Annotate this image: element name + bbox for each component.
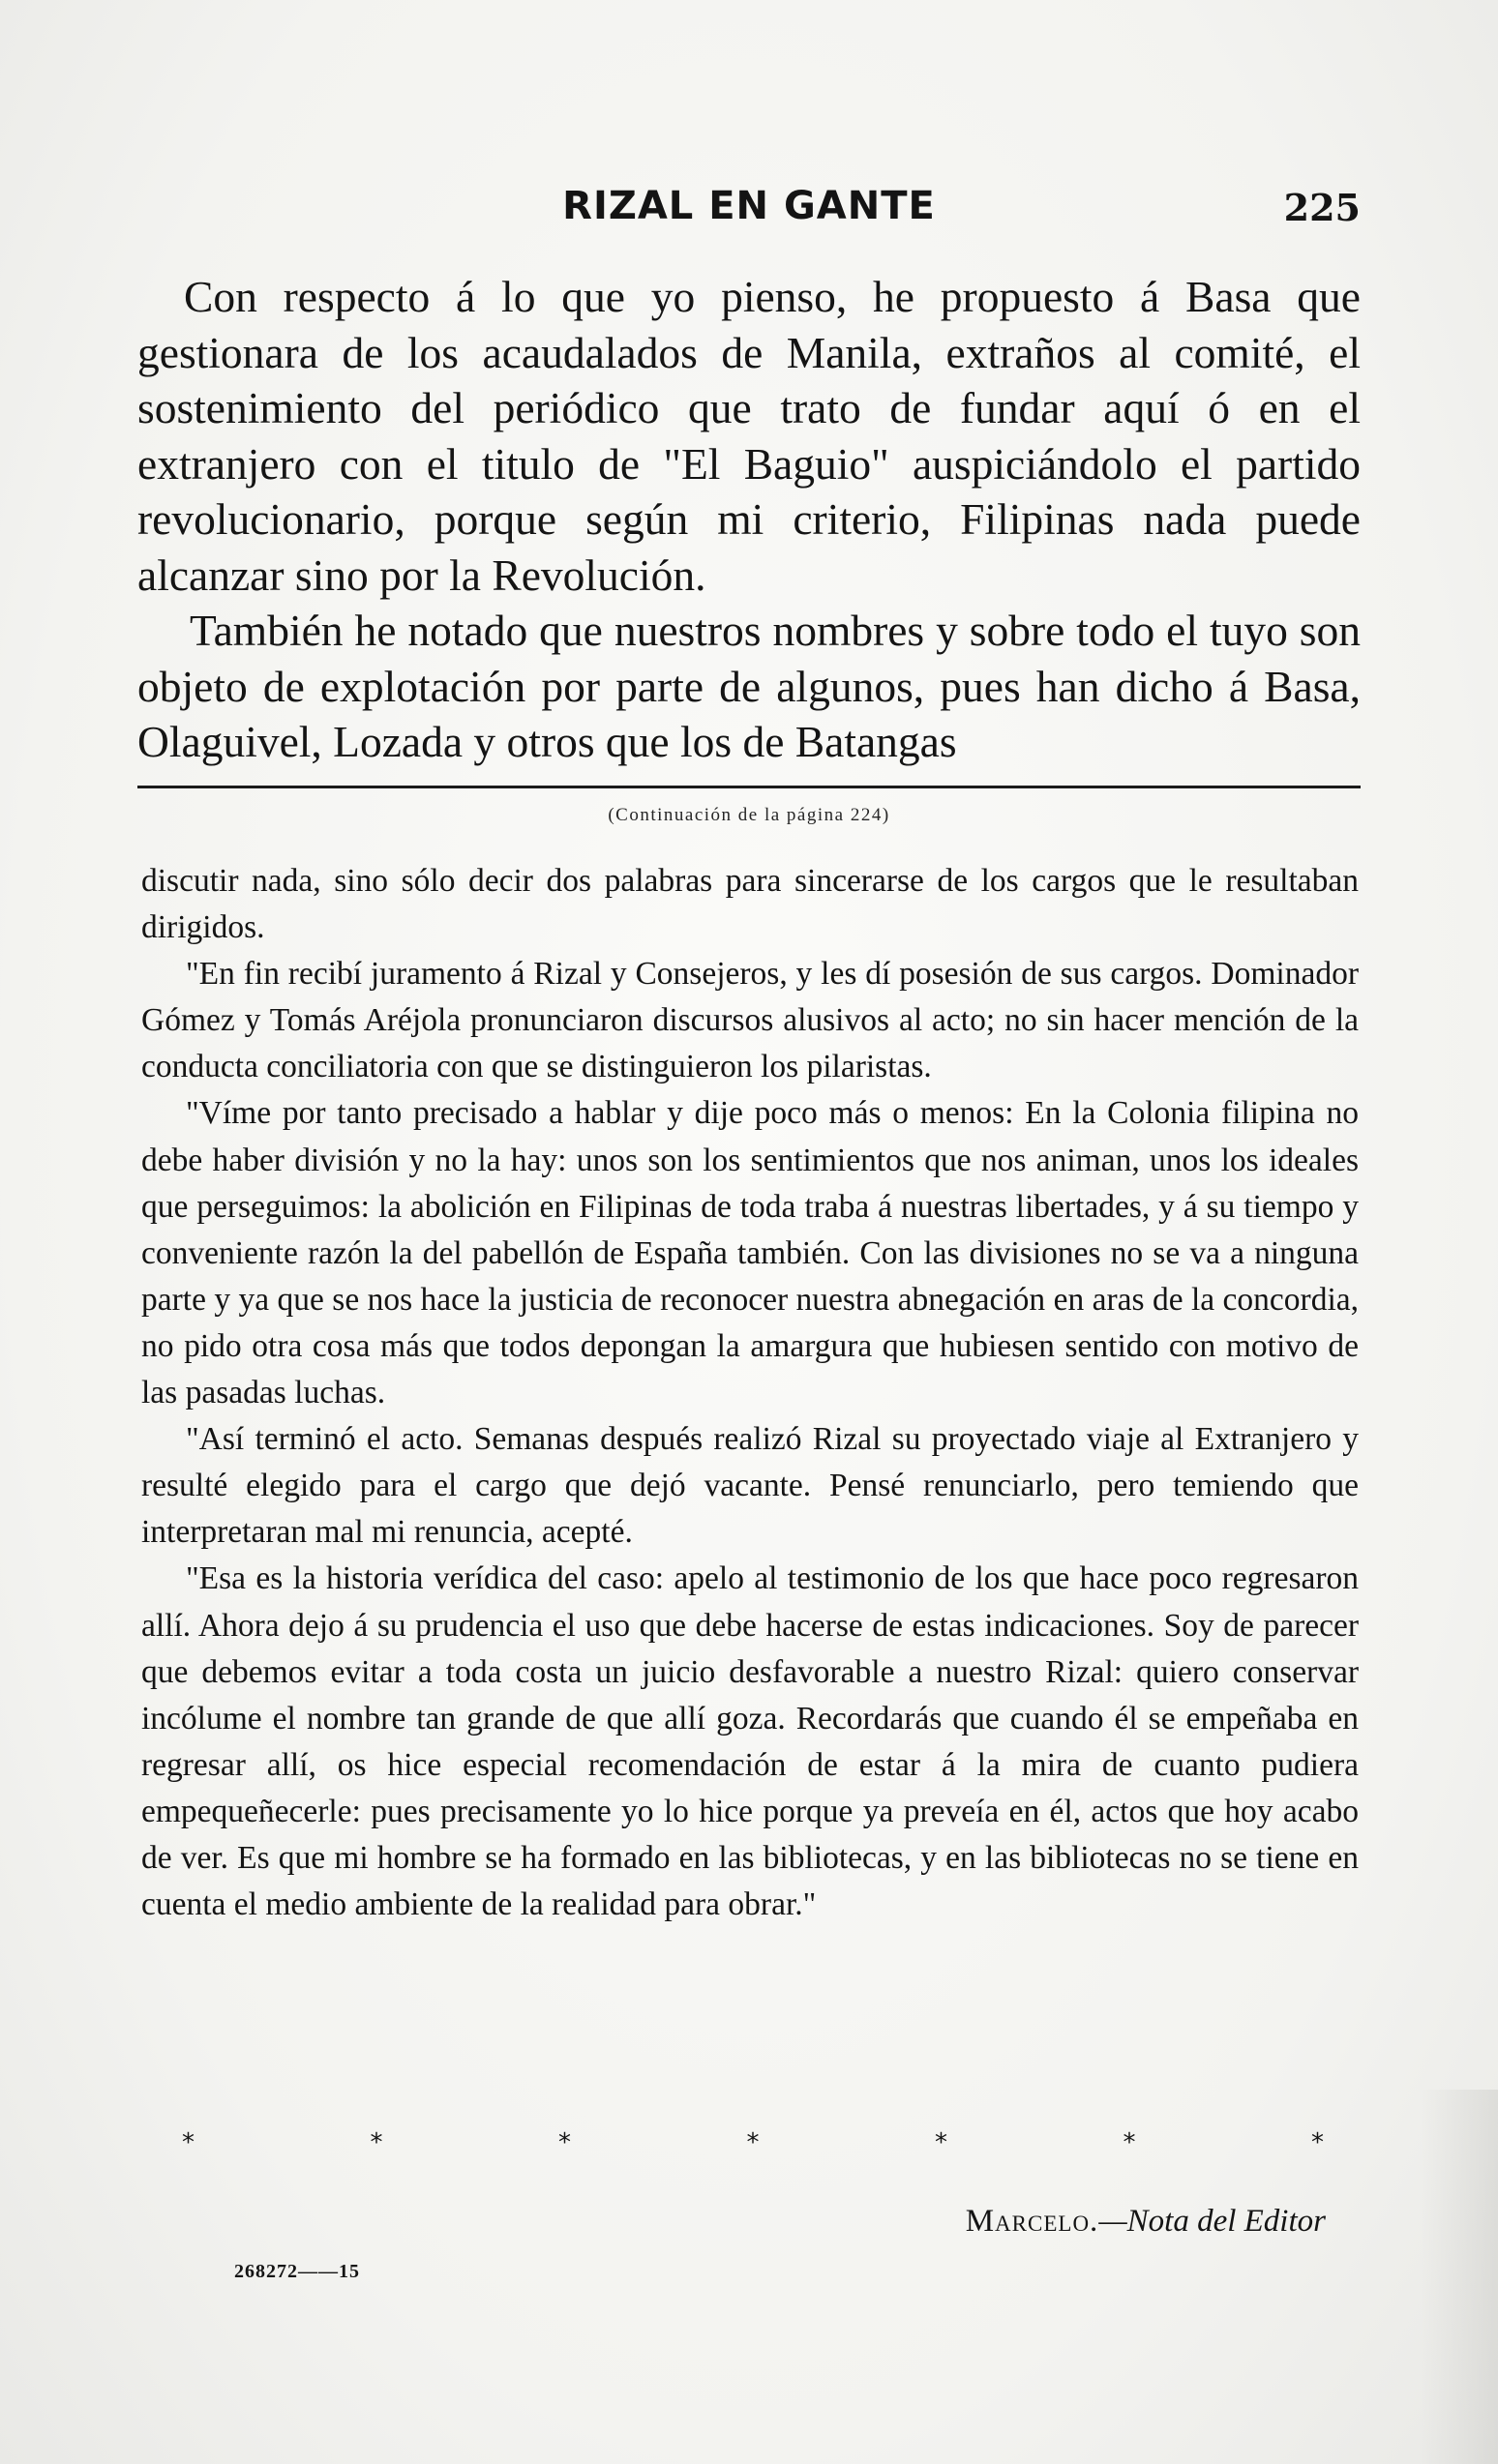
asterisk: *: [182, 2128, 195, 2157]
asterisk: *: [746, 2128, 760, 2157]
asterisk: *: [935, 2128, 947, 2157]
printer-code: 268272——15: [234, 2261, 360, 2282]
main-paragraph: También he notado que nuestros nombres y sobre todo el tuyo son objeto de explotación por parte de algunos, pues han dicho á Basa, Olaguivel, Lozada y otros que los de Batangas: [137, 606, 1361, 766]
signature-name: Marcelo.: [965, 2204, 1099, 2239]
footnote-paragraph: "En fin recibí juramento á Rizal y Consejeros, y les dí posesión de sus cargos. Dominador Gómez y Tomás Aréjola pronunciaron discursos alusivos al acto; no sin hacer mención de la conducta conciliatoria con que se distinguieron los pilaristas.: [141, 956, 1359, 1085]
asterisk: *: [1311, 2128, 1324, 2157]
asterisk: *: [370, 2128, 383, 2157]
asterisk: *: [1123, 2128, 1136, 2157]
footnote-paragraph: "Víme por tanto precisado a hablar y dije poco más o menos: En la Colonia filipina no debe haber división y no la hay: unos son los sentimientos que nos animan, unos los ideales que perseguimos: la abolición en Filipinas de toda traba á nuestras libertades, y á su tiempo y conveniente razón la del pabellón de España también. Con las divisiones no se va a ninguna parte y ya que se nos hace la justicia de reconocer nuestra abnegación en aras de la concordia, no pido otra cosa más que todos depongan la amargura que hubiesen sentido con motivo de las pasadas luchas.: [141, 1095, 1359, 1411]
footnote-paragraph: "Así terminó el acto. Semanas después realizó Rizal su proyectado viaje al Extranjero y resulté elegido para el cargo que dejó vacante. Pensé renunciarlo, pero temiendo que interpretaran mal mi renuncia, acepté.: [141, 1421, 1359, 1551]
asterisk-separator: [182, 2128, 1324, 2157]
signature: [966, 2204, 1326, 2240]
editor-note: —Nota del Editor: [1098, 2204, 1326, 2239]
footnote-text: [141, 858, 1359, 1928]
page-edge-shading: [1421, 2090, 1498, 2464]
main-text: [137, 269, 1361, 770]
asterisk: *: [558, 2128, 571, 2157]
running-head: [137, 184, 1361, 242]
footnote-paragraph: "Esa es la historia verídica del caso: apelo al testimonio de los que hace poco regresaron allí. Ahora dejo á su prudencia el uso que debe hacerse de estas indicaciones. Soy de parecer que debemos evitar a toda costa un juicio desfavorable a nuestro Rizal: quiero conservar incólume el nombre tan grande de que allí goza. Recordarás que cuando él se empeñaba en regresar allí, os hice especial recomendación de estar á la mira de cuanto pudiera empequeñecerle: pues precisamente yo lo hice porque ya preveía en él, actos que hoy acabo de ver. Es que mi hombre se ha formado en las bibliotecas, y en las bibliotecas no se tiene en cuenta el medio ambiente de la realidad para obrar.": [141, 1560, 1359, 1923]
page-number: 225: [1283, 186, 1361, 229]
continuation-note: (Continuación de la página 224): [608, 805, 890, 825]
running-title: RIZAL EN GANTE: [562, 184, 936, 228]
footnote-paragraph: discutir nada, sino sólo decir dos palabras para sincerarse de los cargos que le resultaban dirigidos.: [141, 863, 1359, 946]
footnote-divider: [137, 786, 1361, 788]
main-paragraph: Con respecto á lo que yo pienso, he propuesto á Basa que gestionara de los acaudalados de Manila, extraños al comité, el sostenimiento del periódico que trato de fundar aquí ó en el extranjero con el titulo de "El Baguio" auspiciándolo el partido revolucionario, porque según mi criterio, Filipinas nada puede alcanzar sino por la Revolución.: [137, 272, 1361, 600]
